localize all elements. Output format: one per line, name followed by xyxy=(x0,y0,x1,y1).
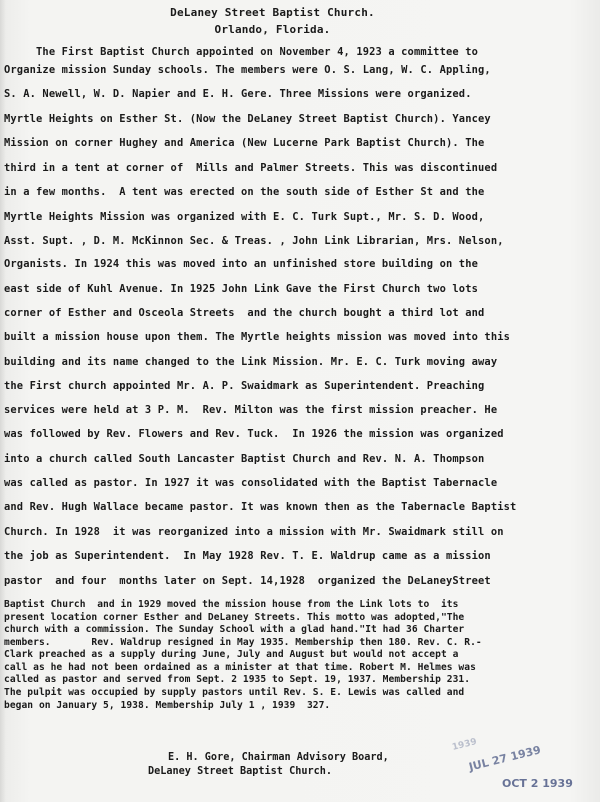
body-line: was called as pastor. In 1927 it was consolidated with the Baptist Tabernacle xyxy=(4,477,498,489)
body-line: Asst. Supt. , D. M. McKinnon Sec. & Treas. , John Link Librarian, Mrs. Nelson, xyxy=(4,235,504,247)
body-line: building and its name changed to the Link Mission. Mr. E. C. Turk moving away xyxy=(4,356,498,368)
body-line: members. Rev. Waldrup resigned in May 1935. Membership then 180. Rev. C. R.- xyxy=(4,637,482,648)
body-line: Organize mission Sunday schools. The members were O. S. Lang, W. C. Appling, xyxy=(4,64,491,76)
body-line: and Rev. Hugh Wallace became pastor. It was known then as the Tabernacle Baptist xyxy=(4,501,517,513)
body-line: the First church appointed Mr. A. P. Swaidmark as Superintendent. Preaching xyxy=(4,380,485,392)
received-stamp-october: OCT 2 1939 xyxy=(502,777,573,790)
body-line: call as he had not been ordained as a minister at that time. Robert M. Helmes was xyxy=(4,662,476,673)
body-line: The First Baptist Church appointed on November 4, 1923 a committee to xyxy=(4,46,479,58)
body-line: third in a tent at corner of Mills and Palmer Streets. This was discontinued xyxy=(4,162,498,174)
body-line: Baptist Church and in 1929 moved the mission house from the Link lots to its xyxy=(4,599,459,610)
received-stamp-faint: 1939 xyxy=(451,737,478,753)
body-line: corner of Esther and Osceola Streets and the church bought a third lot and xyxy=(4,307,485,319)
body-line: Organists. In 1924 this was moved into an unfinished store building on the xyxy=(4,258,479,270)
body-line: Church. In 1928 it was reorganized into a mission with Mr. Swaidmark still on xyxy=(4,526,504,538)
body-line: called as pastor and served from Sept. 2 1935 to Sept. 19, 1937. Membership 231. xyxy=(4,674,471,685)
body-line: was followed by Rev. Flowers and Rev. Tuck. In 1926 the mission was organized xyxy=(4,428,504,440)
body-line: S. A. Newell, W. D. Napier and E. H. Gere. Three Missions were organized. xyxy=(4,88,472,100)
body-line: began on January 5, 1938. Membership July 1 , 1939 327. xyxy=(4,700,331,711)
document-location: Orlando, Florida. xyxy=(214,23,331,36)
body-line: church with a commission. The Sunday School with a glad hand."It had 36 Charter xyxy=(4,624,465,635)
body-line: east side of Kuhl Avenue. In 1925 John Link Gave the First Church two lots xyxy=(4,283,479,295)
body-line: Mission on corner Hughey and America (New Lucerne Park Baptist Church). The xyxy=(4,137,485,149)
signature-line-1: E. H. Gore, Chairman Advisory Board, xyxy=(168,752,389,763)
body-line: into a church called South Lancaster Baptist Church and Rev. N. A. Thompson xyxy=(4,453,485,465)
body-line: Myrtle Heights on Esther St. (Now the DeLaney Street Baptist Church). Yancey xyxy=(4,113,491,125)
body-line: The pulpit was occupied by supply pastors until Rev. S. E. Lewis was called and xyxy=(4,687,465,698)
body-line: in a few months. A tent was erected on the south side of Esther St and the xyxy=(4,186,485,198)
received-stamp-july: JUL 27 1939 xyxy=(467,743,543,774)
body-line: the job as Superintendent. In May 1928 Rev. T. E. Waldrup came as a mission xyxy=(4,550,491,562)
body-line: present location corner Esther and DeLaney Streets. This motto was adopted,"The xyxy=(4,612,465,623)
body-line: pastor and four months later on Sept. 14,1928 organized the DeLaneyStreet xyxy=(4,575,491,587)
body-line: built a mission house upon them. The Myrtle heights mission was moved into this xyxy=(4,331,511,343)
body-line: Clark preached as a supply during June, July and August but would not accept a xyxy=(4,649,459,660)
signature-line-2: DeLaney Street Baptist Church. xyxy=(148,766,333,777)
body-line: services were held at 3 P. M. Rev. Milton was the first mission preacher. He xyxy=(4,404,498,416)
body-line: Myrtle Heights Mission was organized with E. C. Turk Supt., Mr. S. D. Wood, xyxy=(4,211,485,223)
document-title: DeLaney Street Baptist Church. xyxy=(170,6,375,19)
